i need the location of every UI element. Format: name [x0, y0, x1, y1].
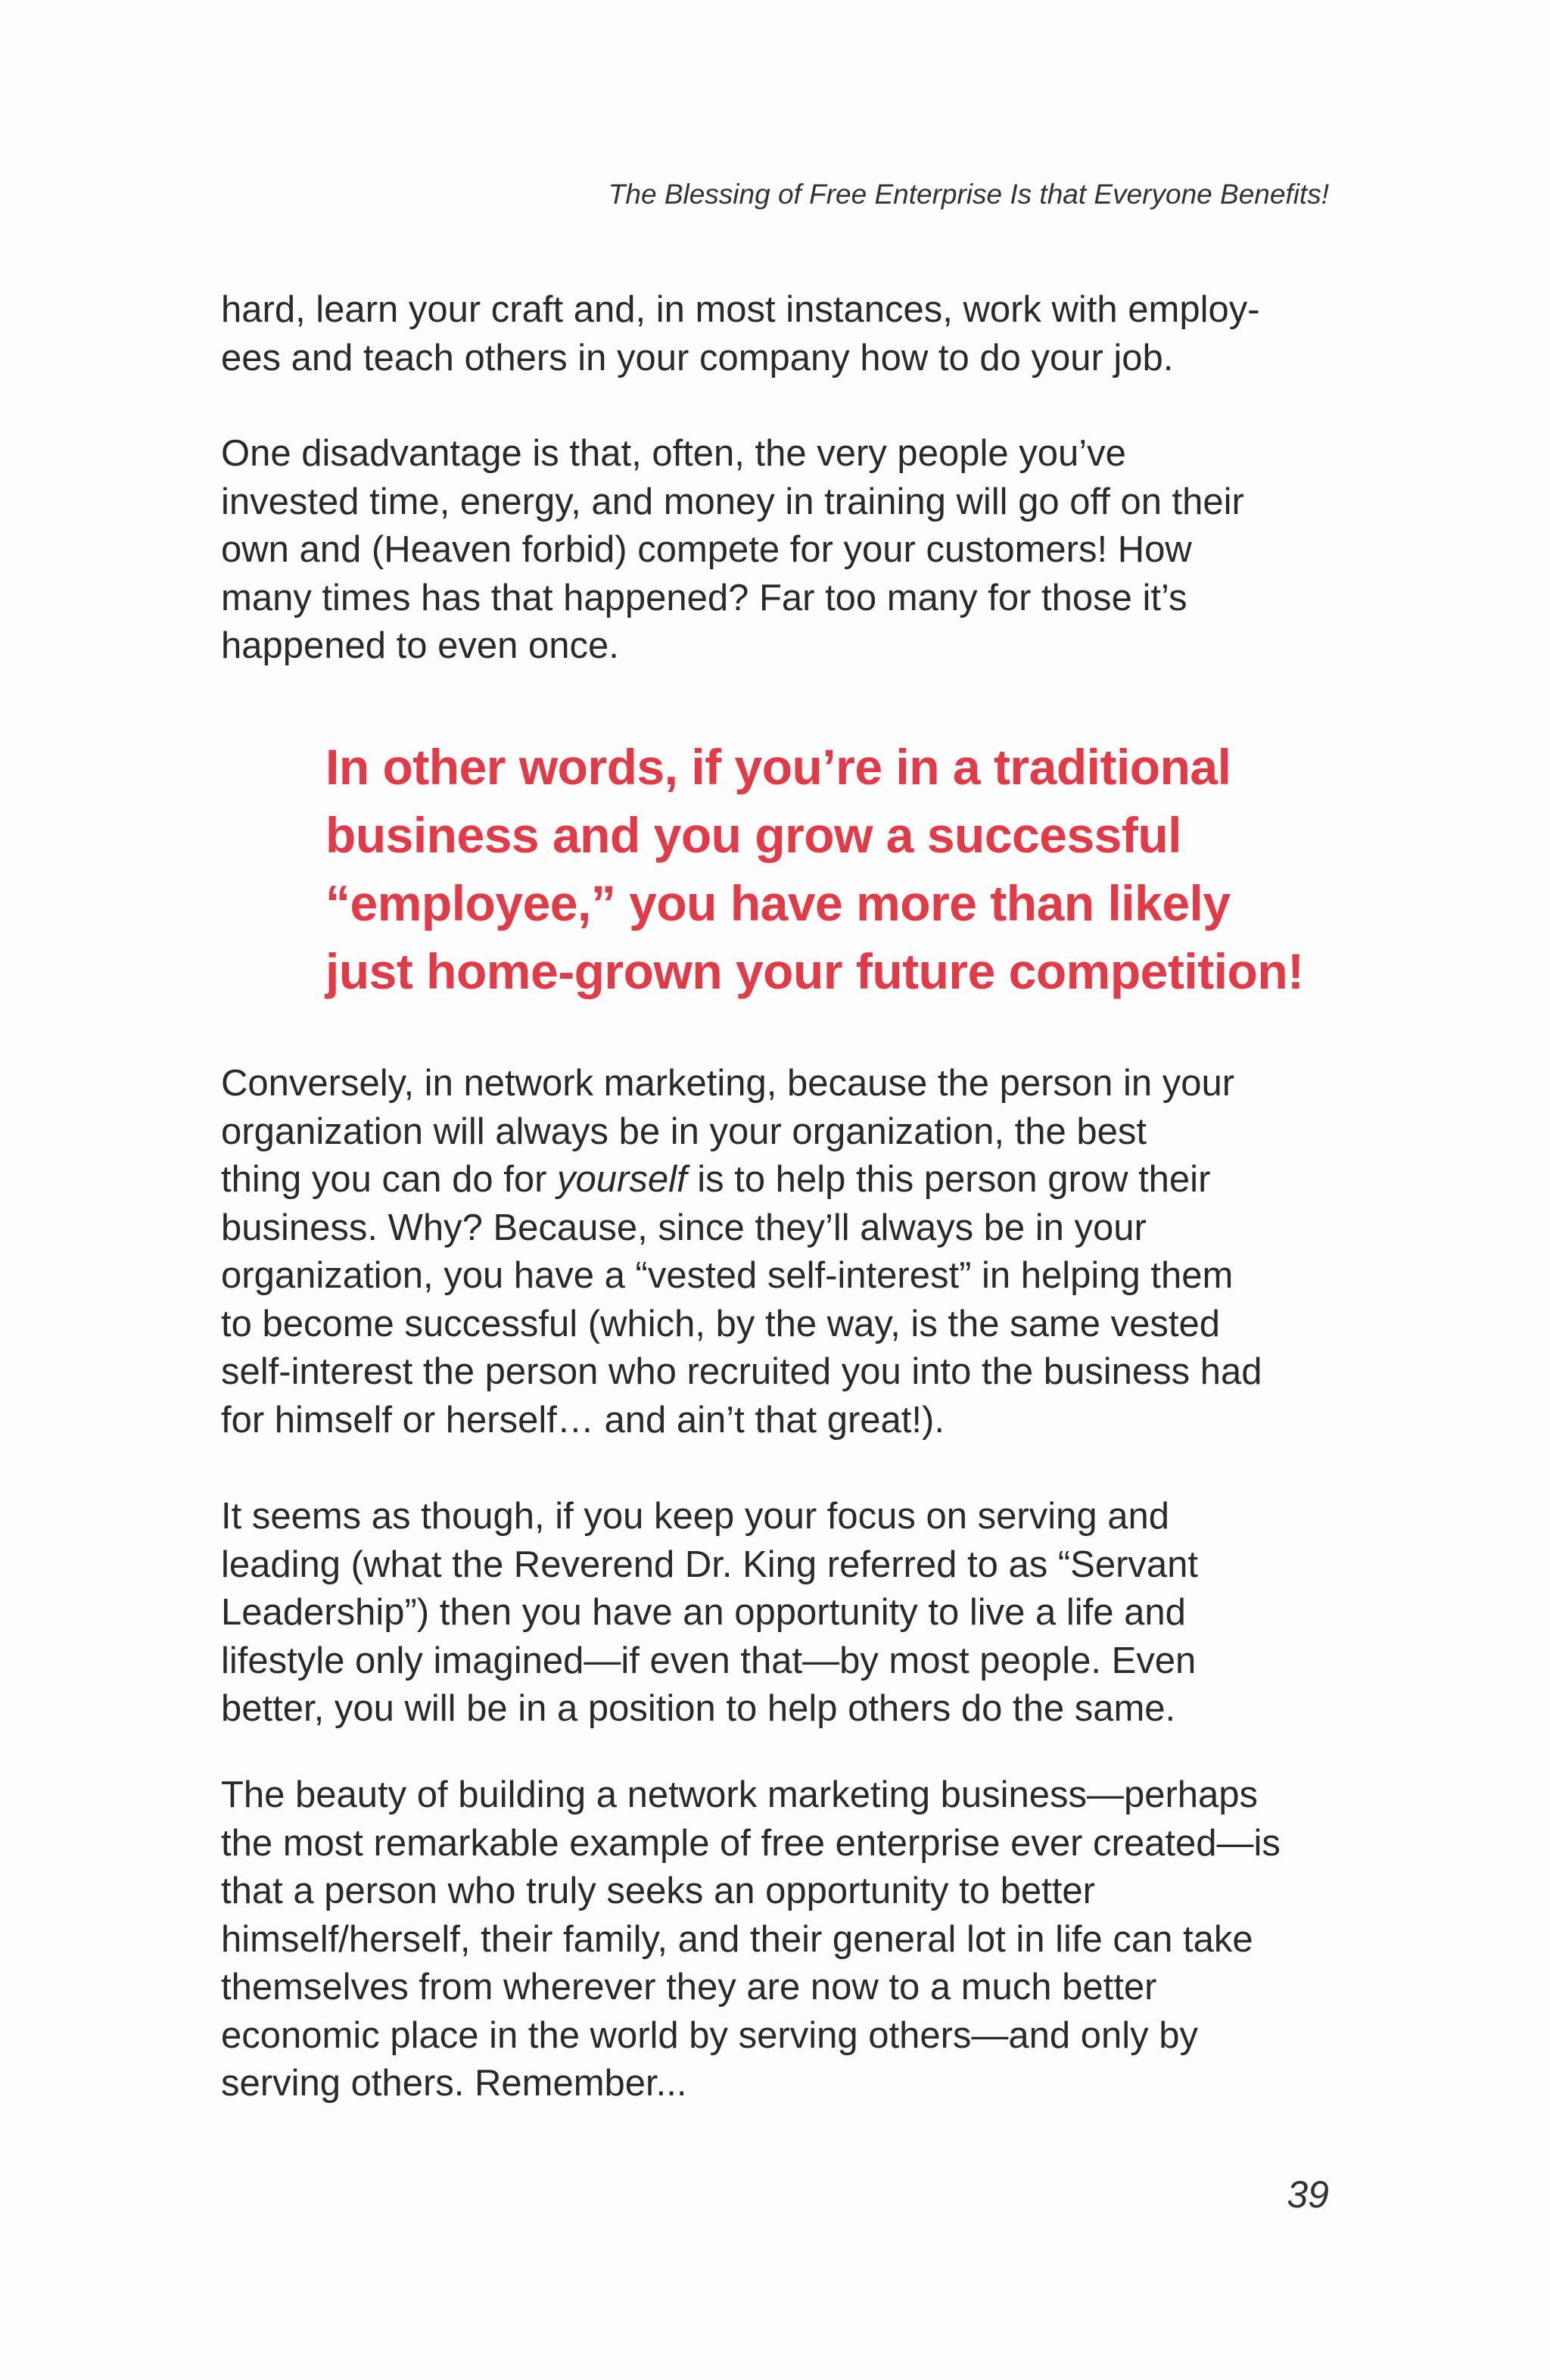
paragraph-conversely: [221, 1060, 1341, 1444]
pull-quote-line: In other words, if you’re in a traditional: [325, 739, 1231, 795]
text-line: better, you will be in a position to help others do the same.: [221, 1688, 1176, 1729]
text-line: [221, 1156, 1341, 1204]
pull-quote: [325, 733, 1347, 1005]
text-line: One disadvantage is that, often, the very people you’ve: [221, 433, 1126, 474]
text-line: The beauty of building a network marketing business—perhaps: [221, 1774, 1259, 1815]
text-line: leading (what the Reverend Dr. King referred to as “Servant: [221, 1544, 1199, 1585]
running-head: The Blessing of Free Enterprise Is that Everyone Benefits!: [608, 179, 1329, 210]
text-line: It seems as though, if you keep your focus on serving and: [221, 1496, 1169, 1537]
pull-quote-line: business and you grow a successful: [325, 807, 1182, 863]
text-line: happened to even once.: [221, 625, 619, 666]
paragraph-continued: [221, 286, 1341, 382]
pull-quote-line: just home-grown your future competition!: [325, 943, 1304, 999]
text-line: to become successful (which, by the way, is the same vested: [221, 1303, 1220, 1344]
text-line: organization will always be in your organization, the best: [221, 1111, 1147, 1152]
text-line: business. Why? Because, since they’ll always be in your: [221, 1207, 1147, 1248]
paragraph-disadvantage: [221, 430, 1341, 671]
text-line: invested time, energy, and money in training will go off on their: [221, 481, 1244, 522]
text-line: for himself or herself… and ain’t that great!).: [221, 1399, 945, 1441]
paragraph-servant-leadership: [221, 1493, 1341, 1734]
paragraph-beauty: [221, 1771, 1341, 2108]
pull-quote-line: “employee,” you have more than likely: [325, 875, 1231, 931]
text-line: Leadership”) then you have an opportunity to live a life and: [221, 1592, 1186, 1633]
text-line: self-interest the person who recruited you into the business had: [221, 1351, 1262, 1392]
text-line: many times has that happened? Far too many for those it’s: [221, 577, 1187, 618]
text-line: lifestyle only imagined—if even that—by most people. Even: [221, 1640, 1197, 1681]
text-line: hard, learn your craft and, in most instances, work with employ-: [221, 289, 1260, 330]
text-line: ees and teach others in your company how to do your job.: [221, 337, 1174, 378]
text-line: organization, you have a “vested self-interest” in helping them: [221, 1255, 1234, 1296]
text-segment: thing you can do for: [221, 1159, 558, 1200]
text-line: serving others. Remember...: [221, 2063, 687, 2104]
text-line: themselves from wherever they are now to a much better: [221, 1967, 1157, 2008]
text-line: the most remarkable example of free enterprise ever created—is: [221, 1822, 1281, 1864]
text-line: that a person who truly seeks an opportunity to better: [221, 1871, 1095, 1911]
page-number: 39: [1287, 2173, 1329, 2216]
text-line: economic place in the world by serving others—and only by: [221, 2014, 1199, 2056]
text-line: himself/herself, their family, and their general lot in life can take: [221, 1918, 1253, 1960]
text-line: Conversely, in network marketing, because the person in your: [221, 1063, 1235, 1104]
emphasis-yourself: yourself: [557, 1159, 687, 1200]
text-segment: is to help this person grow their: [686, 1159, 1211, 1200]
text-line: own and (Heaven forbid) compete for your customers! How: [221, 529, 1192, 570]
